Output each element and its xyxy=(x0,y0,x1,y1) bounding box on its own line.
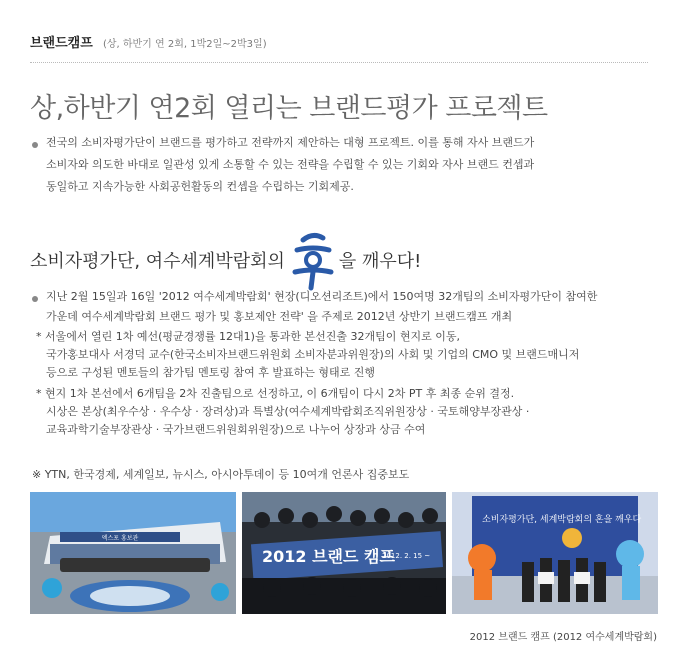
banner-text: 2012 브랜드 캠프 xyxy=(262,547,395,566)
note-line: * 현지 1차 본선에서 6개팀을 2차 진출팀으로 선정하고, 이 6개팀이 다시 2차 PT 후 최종 순위 결정. xyxy=(36,387,515,400)
intro-line: 전국의 소비자평가단이 브랜드를 평가하고 전략까지 제안하는 대형 프로젝트. 이를 통해 자사 브랜드가 xyxy=(46,136,535,149)
bullet-dot xyxy=(32,296,38,302)
event-line: 가운데 여수세계박람회 브랜드 평가 및 홍보제안 전략' 을 주제로 2012년 상반기 브랜드캠프 개최 xyxy=(46,310,513,323)
headline: 상,하반기 연2회 열리는 브랜드평가 프로젝트 xyxy=(30,93,548,124)
intro-line: 동일하고 지속가능한 사회공헌활동의 컨셉을 수립하는 기회제공. xyxy=(46,180,354,193)
note-line: * 서울에서 열린 1차 예선(평균경쟁률 12대1)을 통과한 본선진출 32개팀이 현지로 이동, xyxy=(36,330,460,343)
note-1 xyxy=(36,328,579,382)
banner-date: 2012. 2. 15 ~ xyxy=(382,552,431,560)
press-note: ※ YTN, 한국경제, 세계일보, 뉴시스, 아시아투데이 등 10여개 언론사 집중보도 xyxy=(32,468,410,481)
page-header xyxy=(30,32,267,51)
section-title xyxy=(30,228,421,292)
photo-award-ceremony xyxy=(452,492,658,614)
bullet-dot xyxy=(32,142,38,148)
photo-expo-hall xyxy=(30,492,236,614)
note-line: 교육과학기술부장관상 · 국가브랜드위원회위원장)으로 나누어 상장과 상금 수여 xyxy=(46,423,426,436)
note-line: 등으로 구성된 멘토들의 참가팀 멘토링 참여 후 발표하는 형태로 진행 xyxy=(46,366,375,379)
divider xyxy=(30,62,648,63)
event-text xyxy=(46,287,597,327)
photo-caption: 2012 브랜드 캠프 (2012 여수세계박람회) xyxy=(469,632,657,643)
header-title: 브랜드캠프 xyxy=(30,36,93,51)
intro-line: 소비자와 의도한 바대로 일관성 있게 소통할 수 있는 전략을 수립할 수 있는 기회와 자사 브랜드 컨셉과 xyxy=(46,158,535,171)
hwa-calligraphy xyxy=(289,228,335,292)
note-2 xyxy=(36,385,529,439)
section-title-before: 소비자평가단, 여수세계박람회의 xyxy=(30,251,285,272)
note-line: 시상은 본상(최우수상 · 우수상 · 장려상)과 특별상(여수세계박람회조직위원장상 · 국토해양부장관상 · xyxy=(46,405,530,418)
photo-group-banner xyxy=(242,492,446,614)
sign-text: 엑스포 홍보관 xyxy=(101,535,139,542)
section-title-after: 을 깨우다! xyxy=(338,251,422,272)
backdrop-text: 소비자평가단, 세계박람회의 혼을 깨우다 xyxy=(482,515,642,525)
header-subtitle: (상, 하반기 연 2회, 1박2일~2박3일) xyxy=(102,39,267,50)
note-line: 국가홍보대사 서경덕 교수(한국소비자브랜드위원회 소비자분과위원장)의 사회 및 기업의 CMO 및 브랜드매니저 xyxy=(46,348,580,361)
hwa-char xyxy=(335,228,336,229)
intro-text xyxy=(46,132,534,198)
event-line: 지난 2월 15일과 16일 '2012 여수세계박람회' 현장(디오션리조트)에서 150여명 32개팀의 소비자평가단이 참여한 xyxy=(46,290,598,303)
